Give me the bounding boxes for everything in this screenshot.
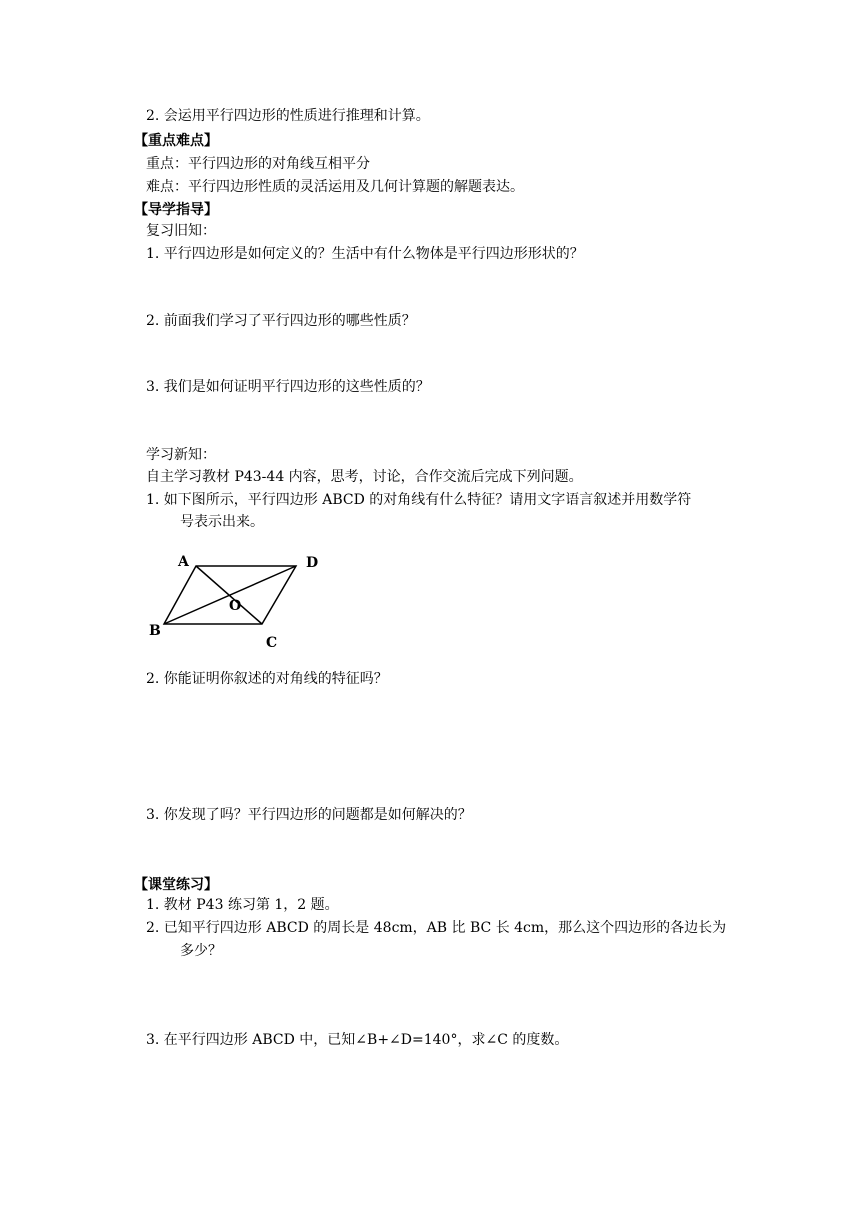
- practice-header: 【课堂练习】: [134, 877, 218, 893]
- label-c: C: [266, 635, 278, 651]
- label-b: B: [149, 623, 161, 639]
- new-question-1-line1: 1. 如下图所示，平行四边形 ABCD 的对角线有什么特征？请用文字语言叙述并用数学符: [146, 492, 692, 508]
- label-o: O: [229, 598, 242, 614]
- review-question-2: 2. 前面我们学习了平行四边形的哪些性质？: [146, 313, 416, 329]
- practice-2-line1: 2. 已知平行四边形 ABCD 的周长是 48cm，AB 比 BC 长 4cm，那么这个四边形的各边长为: [146, 920, 727, 936]
- practice-2-line2: 多少？: [180, 943, 222, 959]
- new-knowledge-title: 学习新知：: [146, 447, 216, 463]
- practice-3: 3. 在平行四边形 ABCD 中，已知∠B+∠D=140°，求∠C 的度数。: [146, 1032, 569, 1048]
- objective-2: 2. 会运用平行四边形的性质进行推理和计算。: [146, 108, 430, 124]
- key-point-text: 重点：平行四边形的对角线互相平分: [146, 156, 370, 172]
- new-question-2: 2. 你能证明你叙述的对角线的特征吗？: [146, 671, 388, 687]
- new-question-3: 3. 你发现了吗？平行四边形的问题都是如何解决的？: [146, 807, 472, 823]
- review-question-3: 3. 我们是如何证明平行四边形的这些性质的？: [146, 379, 430, 395]
- new-question-1-line2: 号表示出来。: [180, 514, 264, 530]
- new-knowledge-intro: 自主学习教材 P43-44 内容，思考，讨论，合作交流后完成下列问题。: [146, 469, 583, 485]
- parallelogram-figure: [146, 548, 336, 652]
- guide-header: 【导学指导】: [134, 202, 218, 218]
- review-title: 复习旧知：: [146, 223, 216, 239]
- diagonal-bd: [164, 566, 296, 624]
- label-a: A: [178, 554, 189, 570]
- difficulty-text: 难点：平行四边形性质的灵活运用及几何计算题的解题表达。: [146, 179, 524, 195]
- review-question-1: 1. 平行四边形是如何定义的？生活中有什么物体是平行四边形形状的？: [146, 246, 584, 262]
- practice-1: 1. 教材 P43 练习第 1，2 题。: [146, 897, 339, 913]
- label-d: D: [306, 555, 319, 571]
- key-points-header: 【重点难点】: [134, 133, 218, 149]
